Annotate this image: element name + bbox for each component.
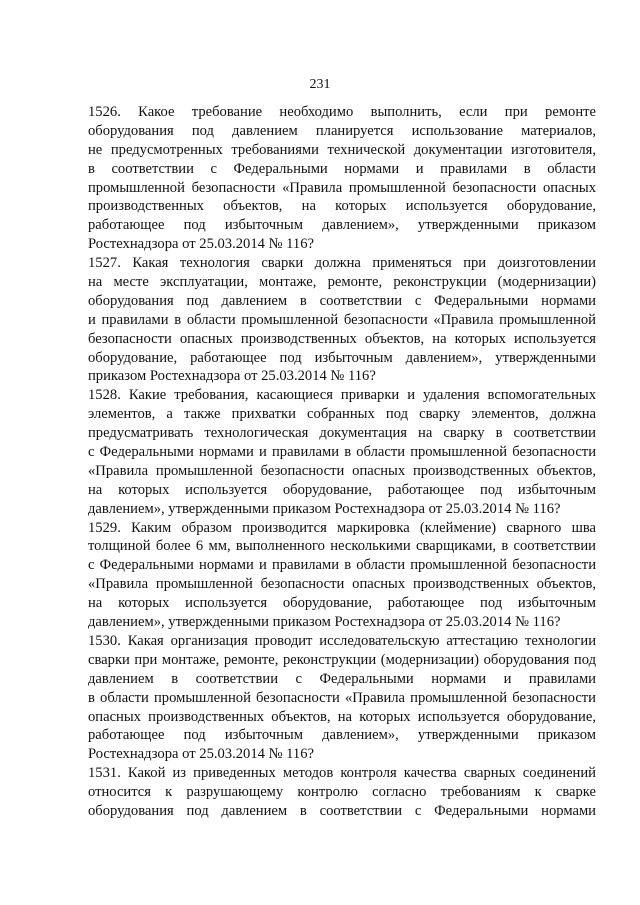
text-line: безопасности опасных производственных объектов, на которых используется <box>88 330 596 347</box>
question-paragraph <box>88 254 596 386</box>
text-line: 1529. Каким образом производится маркировка (клеймение) сварного шва <box>88 519 596 536</box>
text-line: работающее под избыточным давлением», утвержденными приказом <box>88 727 596 744</box>
question-list <box>88 103 596 821</box>
text-line: не предусмотренных требованиями технической документации изготовителя, <box>88 141 596 158</box>
text-line: «Правила промышленной безопасности опасных производственных объектов, <box>88 462 596 479</box>
text-line: оборудования под давлением в соответствии с Федеральными нормами <box>88 802 596 819</box>
text-line: давлением в соответствии с Федеральными нормами и правилами <box>88 670 596 687</box>
text-line: приказом Ростехнадзора от 25.03.2014 № 116? <box>88 368 376 385</box>
text-line: 1527. Какая технология сварки должна применяться при доизготовлении <box>88 255 596 272</box>
text-line: в соответствии с Федеральными нормами и правилами в области <box>88 160 596 177</box>
text-line: на которых используется оборудование, работающее под избыточным <box>88 595 596 612</box>
text-line: «Правила промышленной безопасности опасных производственных объектов, <box>88 576 596 593</box>
question-paragraph <box>88 519 596 632</box>
text-line: в области промышленной безопасности «Правила промышленной безопасности <box>88 689 596 706</box>
text-line: опасных производственных объектов, на которых используется оборудование, <box>88 708 596 725</box>
text-line: 1528. Какие требования, касающиеся приварки и удаления вспомогательных <box>88 387 596 404</box>
text-line: с Федеральными нормами и правилами в области промышленной безопасности <box>88 557 596 574</box>
text-line: Ростехнадзора от 25.03.2014 № 116? <box>88 746 314 763</box>
text-line: оборудование, работающее под избыточным давлением», утвержденными <box>88 349 596 366</box>
text-line: сварки при монтаже, ремонте, реконструкции (модернизации) оборудования под <box>88 651 596 668</box>
text-line: оборудования под давлением в соответствии с Федеральными нормами <box>88 292 596 309</box>
text-line: на которых используется оборудование, работающее под избыточным <box>88 481 596 498</box>
text-line: толщиной более 6 мм, выполненного несколькими сварщиками, в соответствии <box>88 538 596 555</box>
text-line: 1526. Какое требование необходимо выполнить, если при ремонте <box>88 104 596 120</box>
question-paragraph <box>88 632 596 764</box>
question-paragraph <box>88 764 596 821</box>
text-line: элементов, а также прихватки собранных под сварку элементов, должна <box>88 406 596 423</box>
text-line: давлением», утвержденными приказом Ростехнадзора от 25.03.2014 № 116? <box>88 614 561 631</box>
text-line: относится к разрушающему контролю согласно требованиям к сварке <box>88 784 596 801</box>
text-line: с Федеральными нормами и правилами в области промышленной безопасности <box>88 444 596 461</box>
text-line: предусматривать технологическая документация на сварку в соответствии <box>88 425 596 442</box>
text-line: работающее под избыточным давлением», утвержденными приказом <box>88 217 596 234</box>
question-paragraph <box>88 386 596 518</box>
text-line: и правилами в области промышленной безопасности «Правила промышленной <box>88 311 596 328</box>
question-paragraph <box>88 103 596 254</box>
text-line: Ростехнадзора от 25.03.2014 № 116? <box>88 236 314 253</box>
text-line: промышленной безопасности «Правила промышленной безопасности опасных <box>88 179 596 196</box>
text-line: производственных объектов, на которых используется оборудование, <box>88 198 596 215</box>
text-line: 1531. Какой из приведенных методов контроля качества сварных соединений <box>88 765 596 782</box>
text-line: давлением», утвержденными приказом Ростехнадзора от 25.03.2014 № 116? <box>88 500 561 517</box>
text-line: оборудования под давлением планируется использование материалов, <box>88 122 596 139</box>
text-line: 1530. Какая организация проводит исследовательскую аттестацию технологии <box>88 632 596 649</box>
text-line: на месте эксплуатации, монтаже, ремонте, реконструкции (модернизации) <box>88 274 596 291</box>
page-number: 231 <box>309 77 331 92</box>
